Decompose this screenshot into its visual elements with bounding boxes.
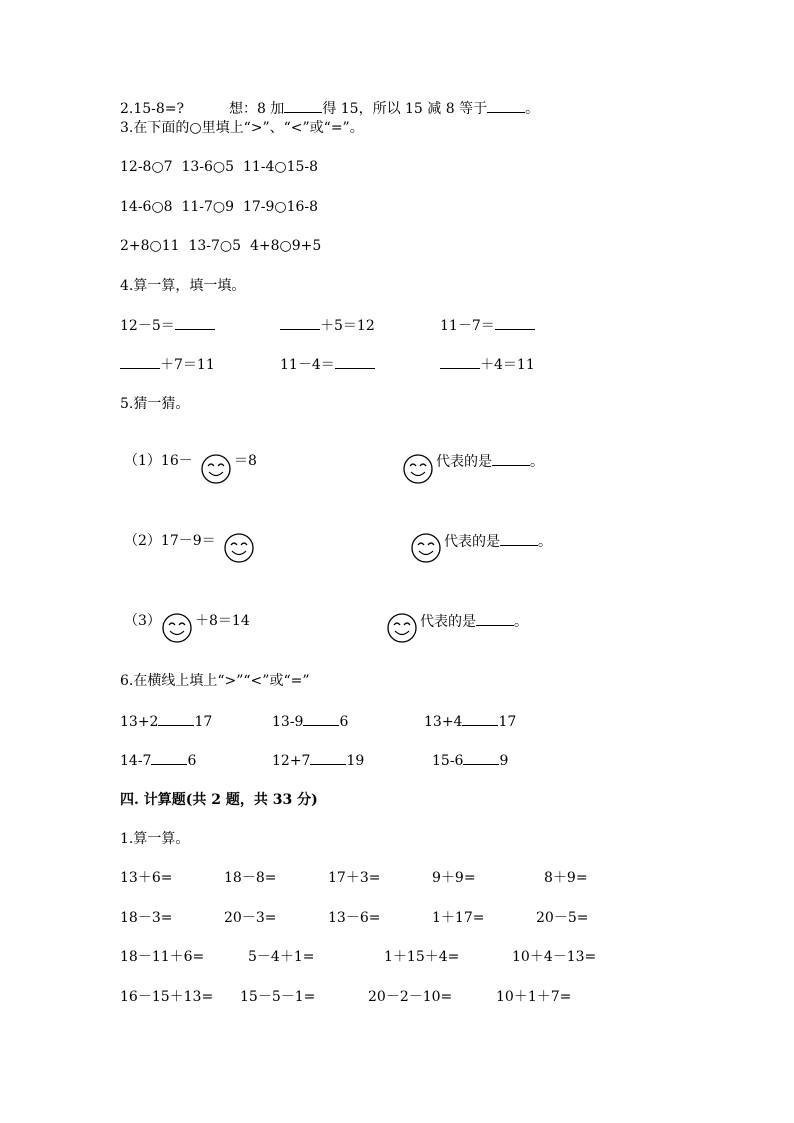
q6-item-2-left: 13-9: [272, 714, 304, 730]
q4-r2c2-blank[interactable]: [335, 355, 375, 369]
smiley-face-icon: [402, 453, 434, 485]
q5-p2-represents: [444, 532, 552, 551]
q5-p3-represents: [420, 612, 528, 631]
calc-r2-4: 1＋17=: [432, 910, 485, 926]
q6-item-6-blank[interactable]: [463, 751, 499, 765]
q6-item-1-blank[interactable]: [158, 712, 194, 726]
calc-r1-5: 8＋9=: [544, 870, 588, 886]
q6-item-6: [432, 751, 508, 770]
calc-r1-1: 13＋6=: [120, 870, 173, 886]
q6-item-4-blank[interactable]: [151, 751, 187, 765]
q4-r1c3: [440, 316, 535, 335]
q6-item-2-right: 6: [339, 714, 349, 730]
smiley-face-icon: [161, 612, 193, 644]
q4-r1c1-blank[interactable]: [175, 316, 215, 330]
q6-item-5: [272, 751, 364, 770]
q5-title: 5.猜一猜。: [120, 396, 190, 412]
q6-item-5-left: 12+7: [272, 753, 311, 769]
q4-r2c3-text: ＋4＝11: [480, 357, 535, 373]
calc-r3-3: 1＋15＋4=: [384, 949, 460, 965]
q4-r2c1: [120, 355, 215, 374]
q5-p1-rep-text: 代表的是: [436, 454, 492, 470]
q6-item-2-blank[interactable]: [303, 712, 339, 726]
q6-item-3-right: 17: [498, 714, 517, 730]
calc-r1-2: 18－8=: [224, 870, 277, 886]
q3-title: 3.在下面的○里填上“>”、“<”或“=”。: [120, 120, 364, 136]
q5-p3-rep-text: 代表的是: [420, 614, 476, 630]
q4-title: 4.算一算，填一填。: [120, 278, 246, 294]
q3-row-2: 14-6○8 11-7○9 17-9○16-8: [120, 199, 319, 215]
q6-item-6-left: 15-6: [432, 753, 464, 769]
section-4-q1: 1.算一算。: [120, 831, 190, 847]
q4-r1c3-blank[interactable]: [495, 316, 535, 330]
q5-p1-blank[interactable]: [492, 452, 530, 466]
q4-r2c2-text: 11－4＝: [280, 357, 335, 373]
q4-r2c3-blank[interactable]: [440, 355, 480, 369]
q5-p3-result: ＋8＝14: [195, 613, 250, 629]
q2-think: 想：8 加: [228, 101, 285, 117]
q2-equation: 2.15-8=?: [120, 101, 185, 117]
q6-item-5-blank[interactable]: [310, 751, 346, 765]
q4-r1c2-text: ＋5＝12: [320, 318, 375, 334]
q5-p2-end: 。: [538, 534, 552, 550]
q5-p1-text: （1）16－: [124, 453, 193, 469]
q6-item-5-right: 19: [346, 753, 365, 769]
calc-r2-5: 20－5=: [536, 910, 589, 926]
q6-item-1: [120, 712, 212, 731]
q4-r2c2: [280, 355, 375, 374]
q4-r2c3: [440, 355, 535, 374]
q6-item-4-right: 6: [187, 753, 197, 769]
calc-r1-4: 9＋9=: [432, 870, 476, 886]
smiley-face-icon: [386, 612, 418, 644]
q5-p3-blank[interactable]: [476, 612, 514, 626]
q6-item-6-right: 9: [499, 753, 509, 769]
q5-p2-text: （2）17－9＝: [124, 533, 216, 549]
calc-r2-3: 13－6=: [328, 910, 381, 926]
q2-middle: 得 15，所以 15 减 8 等于: [322, 101, 488, 117]
q5-p1-end: 。: [530, 454, 544, 470]
q3-row-1: 12-8○7 13-6○5 11-4○15-8: [120, 159, 319, 175]
q6-item-2: [272, 712, 348, 731]
q5-p3-end: 。: [514, 614, 528, 630]
q6-title: 6.在横线上填上“>”“<”或“=”: [120, 673, 310, 689]
q4-r1c1: [120, 316, 215, 335]
q4-r2c1-text: ＋7＝11: [160, 357, 215, 373]
q5-p2-rep-text: 代表的是: [444, 534, 500, 550]
calc-r1-3: 17＋3=: [328, 870, 381, 886]
q2-blank-2[interactable]: [487, 99, 525, 113]
q2-blank-1[interactable]: [284, 99, 322, 113]
q5-p1-result: ＝8: [234, 453, 257, 469]
q2-line: [120, 99, 539, 118]
section-4-title: 四. 计算题(共 2 题，共 33 分): [120, 792, 318, 808]
q5-p3-text: （3）: [124, 613, 161, 629]
q5-p1-represents: [436, 452, 544, 471]
smiley-face-icon: [410, 532, 442, 564]
calc-r4-4: 10＋1＋7=: [496, 989, 572, 1005]
q5-p2-blank[interactable]: [500, 532, 538, 546]
calc-r4-3: 20－2－10=: [368, 989, 453, 1005]
smiley-face-icon: [200, 453, 232, 485]
calc-r2-2: 20－3=: [224, 910, 277, 926]
q4-r1c2-blank[interactable]: [280, 316, 320, 330]
calc-r2-1: 18－3=: [120, 910, 173, 926]
q6-item-4: [120, 751, 196, 770]
q6-item-3: [424, 712, 516, 731]
calc-r3-2: 5－4＋1=: [248, 949, 315, 965]
q3-row-3: 2+8○11 13-7○5 4+8○9+5: [120, 238, 322, 254]
q6-item-1-right: 17: [194, 714, 213, 730]
calc-r4-2: 15－5－1=: [240, 989, 316, 1005]
q6-item-1-left: 13+2: [120, 714, 159, 730]
q4-r1c1-text: 12－5＝: [120, 318, 175, 334]
q2-end: 。: [525, 101, 540, 117]
calc-r3-4: 10＋4－13=: [512, 949, 597, 965]
q4-r1c3-text: 11－7＝: [440, 318, 495, 334]
q4-r2c1-blank[interactable]: [120, 355, 160, 369]
q4-r1c2: [280, 316, 375, 335]
calc-r4-1: 16－15＋13=: [120, 989, 214, 1005]
q6-item-4-left: 14-7: [120, 753, 152, 769]
calc-r3-1: 18－11＋6=: [120, 949, 205, 965]
q6-item-3-blank[interactable]: [462, 712, 498, 726]
q6-item-3-left: 13+4: [424, 714, 463, 730]
smiley-face-icon: [223, 532, 255, 564]
